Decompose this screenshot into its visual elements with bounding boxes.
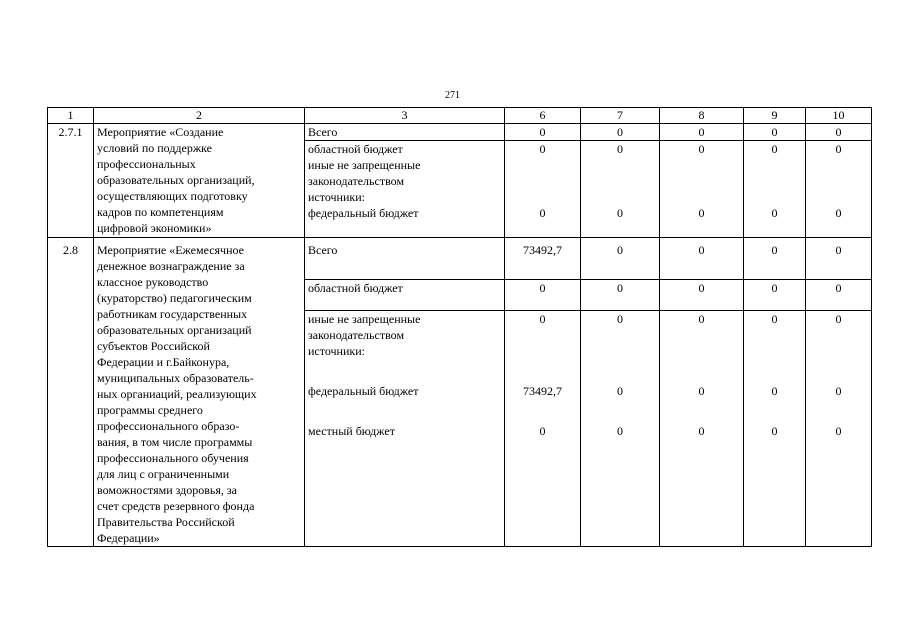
value-other: 0	[698, 312, 705, 327]
source-line: законодательством	[308, 328, 405, 343]
page-number: 271	[445, 90, 460, 101]
header-cell: 2	[94, 108, 305, 124]
name-line: программы среднего	[97, 403, 203, 417]
value-cell: 0	[806, 238, 872, 280]
source-label	[305, 311, 505, 547]
name-line: воможностями здоровья, за	[97, 483, 237, 497]
row-name	[94, 238, 305, 547]
row-code: 2.8	[48, 238, 94, 547]
source-label	[305, 141, 505, 238]
source-line: источники:	[308, 190, 365, 204]
value-federal: 0	[835, 206, 842, 220]
table-row	[48, 124, 872, 141]
name-line: муниципальных образователь-	[97, 371, 254, 385]
source-line: областной бюджет	[308, 142, 403, 156]
source-line: иные не запрещенные	[308, 312, 421, 327]
name-line: счет средств резервного фонда	[97, 499, 255, 513]
value-cell	[744, 141, 806, 238]
header-cell: 7	[581, 108, 660, 124]
value-cell: 0	[806, 124, 872, 141]
header-cell: 9	[744, 108, 806, 124]
value-other: 0	[835, 312, 842, 327]
value-cell	[505, 311, 581, 547]
name-line: Федерации и г.Байконура,	[97, 355, 230, 369]
value-local: 0	[617, 424, 623, 439]
value-cell	[806, 311, 872, 547]
name-line: образовательных организаций,	[97, 173, 255, 187]
name-line: профессионального обучения	[97, 451, 249, 465]
row-name	[94, 124, 305, 238]
value-cell	[581, 311, 660, 547]
value-cell: 0	[505, 280, 581, 311]
value-other: 0	[539, 312, 546, 327]
name-line: классное руководство	[97, 275, 209, 289]
value-cell: 0	[806, 280, 872, 311]
value-cell	[505, 141, 581, 238]
name-line: цифровой экономики»	[97, 221, 212, 235]
value-federal: 0	[771, 384, 778, 399]
name-line: Правительства Российской	[97, 515, 235, 529]
value-cell: 0	[660, 124, 744, 141]
name-line: осуществляющих подготовку	[97, 189, 248, 203]
value-federal: 0	[617, 384, 623, 399]
source-line: иные не запрещенные	[308, 158, 421, 172]
source-line: местный бюджет	[308, 424, 395, 439]
name-line: Мероприятие «Создание	[97, 125, 224, 139]
header-cell: 8	[660, 108, 744, 124]
value-cell: 0	[660, 280, 744, 311]
value-local: 0	[835, 424, 842, 439]
header-row	[48, 108, 872, 124]
value-regional: 0	[835, 142, 842, 156]
value-cell: 0	[581, 280, 660, 311]
value-cell: 0	[581, 238, 660, 280]
value-other: 0	[771, 312, 778, 327]
value-cell: 0	[660, 238, 744, 280]
source-label: Всего	[305, 124, 505, 141]
name-line: профессионального образо-	[97, 419, 240, 433]
source-line: источники:	[308, 344, 365, 359]
name-line: условий по поддержке	[97, 141, 213, 155]
header-cell: 10	[806, 108, 872, 124]
value-cell: 0	[505, 124, 581, 141]
value-cell: 0	[581, 124, 660, 141]
value-cell	[806, 141, 872, 238]
source-label: Всего	[305, 238, 505, 280]
value-cell: 0	[744, 238, 806, 280]
value-cell	[581, 141, 660, 238]
name-line: для лиц с ограниченными	[97, 467, 230, 481]
value-local: 0	[698, 424, 705, 439]
value-federal: 0	[617, 206, 623, 220]
header-cell: 1	[48, 108, 94, 124]
value-federal: 0	[698, 206, 705, 220]
value-local: 0	[539, 424, 546, 439]
value-regional: 0	[539, 142, 546, 156]
source-line: федеральный бюджет	[308, 206, 419, 220]
value-federal: 0	[835, 384, 842, 399]
row-code: 2.7.1	[48, 124, 94, 238]
value-regional: 0	[698, 142, 705, 156]
name-line: профессиональных	[97, 157, 196, 171]
value-regional: 0	[771, 142, 778, 156]
name-line: ных органиаций, реализующих	[97, 387, 257, 401]
source-line: федеральный бюджет	[308, 384, 419, 399]
value-federal: 73492,7	[523, 384, 562, 399]
value-federal: 0	[698, 384, 705, 399]
budget-table	[47, 107, 872, 547]
value-regional: 0	[617, 142, 623, 156]
name-line: работникам государственных	[97, 307, 248, 321]
value-cell: 0	[744, 280, 806, 311]
header-cell: 6	[505, 108, 581, 124]
value-cell: 73492,7	[505, 238, 581, 280]
header-cell: 3	[305, 108, 505, 124]
name-line: субъектов Российской	[97, 339, 210, 353]
value-cell	[660, 141, 744, 238]
name-line: денежное вознаграждение за	[97, 259, 245, 273]
source-label: областной бюджет	[305, 280, 505, 311]
name-line: Мероприятие «Ежемесячное	[97, 243, 244, 257]
name-line: Федерации»	[97, 531, 160, 545]
name-line: образовательных организаций	[97, 323, 252, 337]
name-line: (кураторство) педагогическим	[97, 291, 252, 305]
value-cell: 0	[744, 124, 806, 141]
value-cell	[744, 311, 806, 547]
table-row	[48, 238, 872, 280]
name-line: вания, в том числе программы	[97, 435, 253, 449]
value-federal: 0	[539, 206, 546, 220]
source-line: законодательством	[308, 174, 405, 188]
value-local: 0	[771, 424, 778, 439]
value-cell	[660, 311, 744, 547]
value-other: 0	[617, 312, 623, 327]
value-federal: 0	[771, 206, 778, 220]
name-line: кадров по компетенциям	[97, 205, 224, 219]
